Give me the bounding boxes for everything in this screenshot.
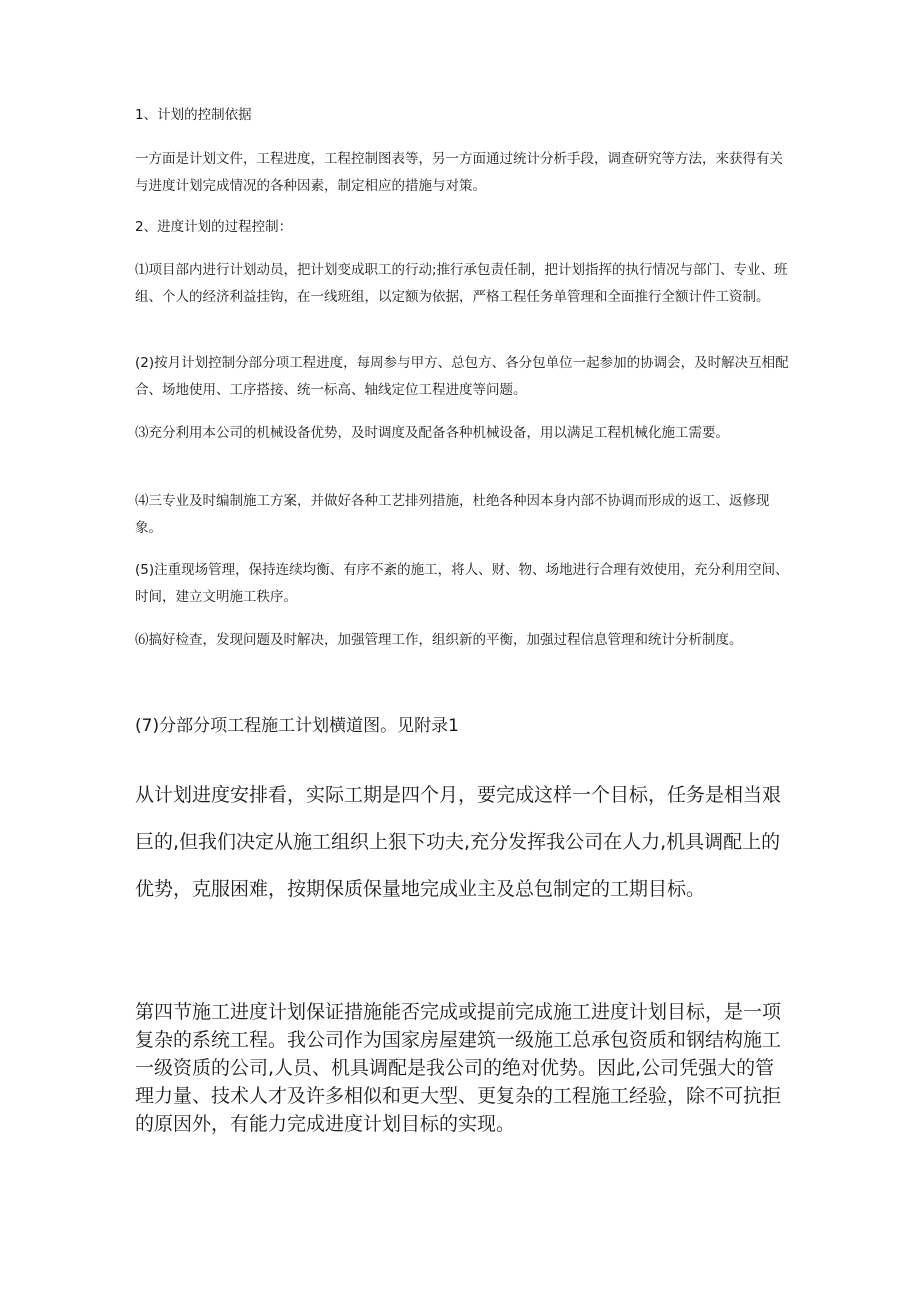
list-item-5: (5)注重现场管理，保持连续均衡、有序不紊的施工，将人、财、物、场地进行合理有效使用，充分利用空间、时间，建立文明施工秩序。 — [135, 562, 789, 605]
list-item-4: ⑷三专业及时编制施工方案，并做好各种工艺排列措施，杜绝各种因本身内部不协调而形成的返工、返修现象。 — [135, 493, 770, 536]
list-item-2: (2)按月计划控制分部分项工程进度，每周参与甲方、总包方、各分包单位一起参加的协调会，及时解决互相配合、场地使用、工序搭接、统一标高、轴线定位工程进度等问题。 — [135, 355, 789, 398]
heading-control-basis: 1、计划的控制依据 — [135, 107, 252, 123]
paragraph-section-four: 第四节施工进度计划保证措施能否完成或提前完成施工进度计划目标，是一项复杂的系统工程。我公司作为国家房屋建筑一级施工总承包资质和钢结构施工一级资质的公司,人员、机具调配是我公司的绝对优势。因此,公司凭强大的管理力量、技术人才及许多相似和更大型、更复杂的工程施工经验，除不可抗拒的原因外，有能力完成进度计划目标的实现。 — [135, 1001, 782, 1135]
paragraph-control-basis: 一方面是计划文件，工程进度，工程控制图表等，另一方面通过统计分析手段，调查研究等方法，来获得有关与进度计划完成情况的各种因素，制定相应的措施与对策。 — [135, 151, 783, 194]
list-item-6: ⑹搞好检查，发现问题及时解决，加强管理工作，组织新的平衡，加强过程信息管理和统计分析制度。 — [135, 632, 743, 648]
list-item-7: (7)分部分项工程施工计划横道图。见附录1 — [135, 716, 459, 736]
list-item-1: ⑴项目部内进行计划动员，把计划变成职工的行动;推行承包责任制，把计划指挥的执行情况与部门、专业、班组、个人的经济利益挂钩，在一线班组，以定额为依据，严格工程任务单管理和全面推行全额计件工资制。 — [135, 262, 788, 305]
heading-process-control: 2、进度计划的过程控制： — [135, 219, 293, 235]
paragraph-schedule-summary: 从计划进度安排看，实际工期是四个月，要完成这样一个目标，任务是相当艰巨的,但我们决定从施工组织上狠下功夫,充分发挥我公司在人力,机具调配上的优势，克服困难，按期保质保量地完成业主及总包制定的工期目标。 — [135, 784, 782, 900]
list-item-3: ⑶充分利用本公司的机械设备优势，及时调度及配备各种机械设备，用以满足工程机械化施工需要。 — [135, 425, 729, 441]
